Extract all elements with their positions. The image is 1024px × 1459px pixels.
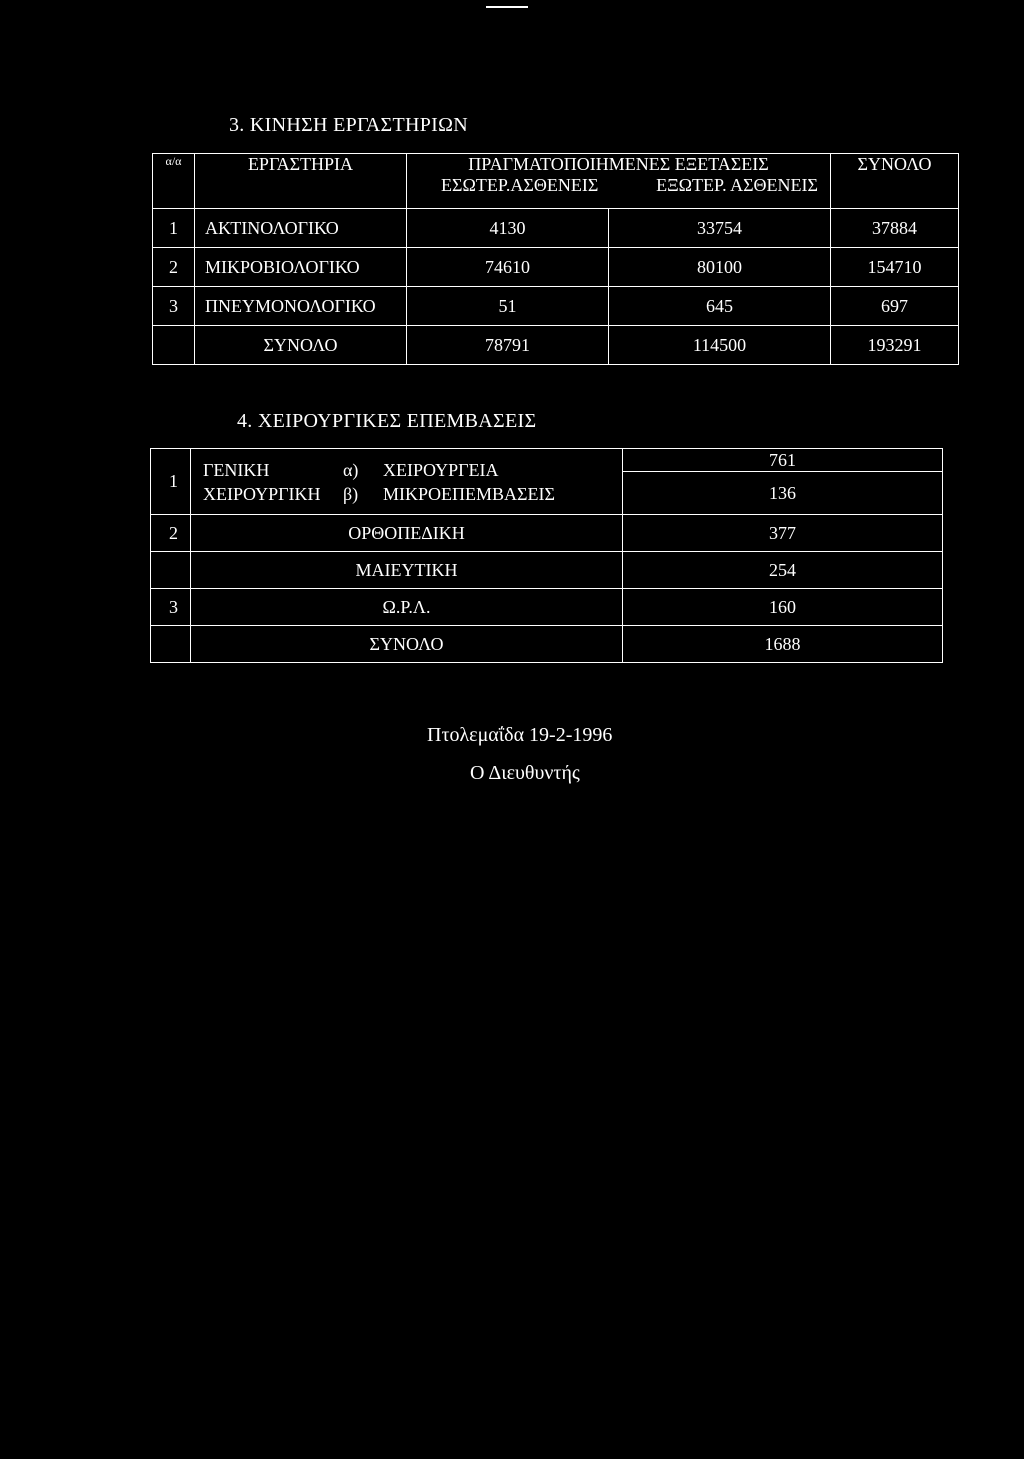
header-inpatients: ΕΣΩΤΕΡ.ΑΣΘΕΝΕΙΣ [441,175,599,195]
surgery-table [150,448,943,663]
director-title: Ο Διευθυντής [470,762,580,784]
place-date: Πτολεμαΐδα 19-2-1996 [427,724,613,746]
row-num [151,552,191,589]
laboratory-table-header [153,154,959,209]
row-outpatients: 33754 [609,209,831,248]
table-row [151,449,943,472]
row-name: ΠΝΕΥΜΟΝΟΛΟΓΙΚΟ [195,287,407,326]
section-3-title: 3. ΚΙΝΗΣΗ ΕΡΓΑΣΤΗΡΙΩΝ [229,114,469,136]
row-num [153,326,195,365]
header-exams [407,154,831,209]
surgery-label: ΧΕΙΡΟΥΡΓΙΚΗ [203,483,321,504]
row-name: ΜΑΙΕΥΤΙΚΗ [191,552,623,589]
row-num [151,626,191,663]
table-row [151,589,943,626]
a-marker: α) [343,459,359,480]
row-value: 377 [623,515,943,552]
row-name: ΣΥΝΟΛΟ [191,626,623,663]
row-num: 2 [151,515,191,552]
laboratory-table [152,153,959,365]
header-outpatients: ΕΞΩΤΕΡ. ΑΣΘΕΝΕΙΣ [656,175,819,195]
row-name: ΜΙΚΡΟΒΙΟΛΟΓΙΚΟ [195,248,407,287]
row-value: 1688 [623,626,943,663]
table-row [153,209,959,248]
table-row [151,552,943,589]
row-num: 1 [151,449,191,515]
row-outpatients: 80100 [609,248,831,287]
row-name: ΣΥΝΟΛΟ [195,326,407,365]
table-total-row [151,626,943,663]
header-total: ΣΥΝΟΛΟ [831,154,959,209]
row-inpatients: 4130 [407,209,609,248]
row-inpatients: 74610 [407,248,609,287]
section-4-title: 4. ΧΕΙΡΟΥΡΓΙΚΕΣ ΕΠΕΜΒΑΣΕΙΣ [237,410,537,432]
b-label: ΜΙΚΡΟΕΠΕΜΒΑΣΕΙΣ [383,483,555,504]
a-label: ΧΕΙΡΟΥΡΓΕΙΑ [383,459,499,480]
a-value: 761 [623,449,943,472]
row-inpatients: 78791 [407,326,609,365]
row-inpatients: 51 [407,287,609,326]
general-surgery-cell [191,449,623,515]
general-label: ΓΕΝΙΚΗ [203,459,270,480]
top-rule [486,6,528,8]
header-aa: α/α [153,154,195,209]
row-name: ΟΡΘΟΠΕΔΙΚΗ [191,515,623,552]
row-outpatients: 114500 [609,326,831,365]
header-labs: ΕΡΓΑΣΤΗΡΙΑ [195,154,407,209]
row-value: 160 [623,589,943,626]
row-value: 254 [623,552,943,589]
table-row [153,287,959,326]
table-total-row [153,326,959,365]
row-total: 154710 [831,248,959,287]
table-row [153,248,959,287]
row-total: 697 [831,287,959,326]
row-name: ΑΚΤΙΝΟΛΟΓΙΚΟ [195,209,407,248]
row-total: 193291 [831,326,959,365]
row-outpatients: 645 [609,287,831,326]
b-marker: β) [343,483,359,504]
row-num: 2 [153,248,195,287]
b-value: 136 [623,472,943,515]
row-name: Ω.Ρ.Λ. [191,589,623,626]
table-row [151,515,943,552]
row-total: 37884 [831,209,959,248]
row-num: 1 [153,209,195,248]
row-num: 3 [153,287,195,326]
row-num: 3 [151,589,191,626]
header-exams-label: ΠΡΑΓΜΑΤΟΠΟΙΗΜΕΝΕΣ ΕΞΕΤΑΣΕΙΣ [468,154,769,174]
